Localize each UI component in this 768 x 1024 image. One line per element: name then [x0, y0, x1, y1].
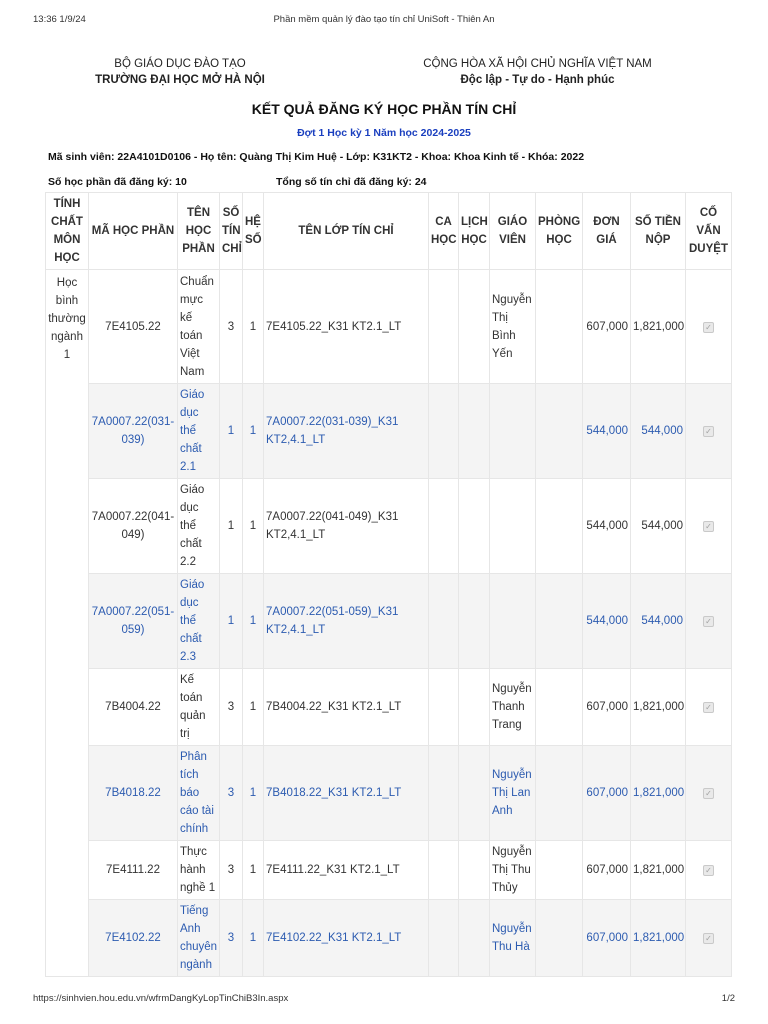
column-header: HỆ SỐ — [243, 193, 264, 270]
shift-cell — [429, 669, 459, 746]
shift-cell — [429, 746, 459, 841]
unit-price-cell: 607,000 — [583, 841, 631, 900]
unit-price-cell: 544,000 — [583, 574, 631, 669]
course-name-cell: Giáo dục thể chất 2.1 — [178, 384, 220, 479]
column-header: SỐ TÍN CHỈ — [220, 193, 243, 270]
table-row — [46, 384, 732, 479]
class-name-cell: 7E4102.22_K31 KT2.1_LT — [264, 900, 429, 977]
unit-price-cell: 607,000 — [583, 270, 631, 384]
teacher-name-cell: Nguyễn Thanh Trang — [490, 669, 536, 746]
credit-count-cell: 3 — [220, 900, 243, 977]
credit-count-cell: 1 — [220, 574, 243, 669]
university-name: TRƯỜNG ĐẠI HỌC MỞ HÀ NỘI — [95, 74, 265, 86]
course-code-cell: 7B4004.22 — [89, 669, 178, 746]
amount-paid-cell: 1,821,000 — [631, 746, 686, 841]
teacher-name-cell: Nguyễn Thị Thu Thủy — [490, 841, 536, 900]
table-body — [46, 270, 732, 977]
amount-paid-cell: 1,821,000 — [631, 841, 686, 900]
coefficient-cell: 1 — [243, 746, 264, 841]
registration-table — [45, 192, 732, 977]
amount-paid-cell: 1,821,000 — [631, 669, 686, 746]
credit-count-cell: 3 — [220, 669, 243, 746]
advisor-approval-cell — [686, 574, 732, 669]
column-header: MÃ HỌC PHẦN — [89, 193, 178, 270]
teacher-name-cell — [490, 384, 536, 479]
course-code-cell: 7B4018.22 — [89, 746, 178, 841]
approval-checkbox[interactable]: ✓ — [703, 426, 714, 437]
teacher-name-cell: Nguyễn Thị Lan Anh — [490, 746, 536, 841]
registered-course-count: Số học phần đã đăng ký: 10 — [48, 176, 187, 188]
table-row — [46, 270, 732, 384]
amount-paid-cell: 544,000 — [631, 479, 686, 574]
unit-price-cell: 544,000 — [583, 479, 631, 574]
column-header: TÍNH CHẤT MÔN HỌC — [46, 193, 89, 270]
shift-cell — [429, 841, 459, 900]
class-name-cell: 7A0007.22(031-039)_K31 KT2,4.1_LT — [264, 384, 429, 479]
document-title: KẾT QUẢ ĐĂNG KÝ HỌC PHẦN TÍN CHỈ — [251, 101, 517, 117]
shift-cell — [429, 574, 459, 669]
shift-cell — [429, 270, 459, 384]
registered-credit-total: Tổng số tín chỉ đã đăng ký: 24 — [276, 176, 427, 188]
room-cell — [536, 479, 583, 574]
schedule-cell — [459, 574, 490, 669]
course-name-cell: Giáo dục thể chất 2.2 — [178, 479, 220, 574]
approval-checkbox[interactable]: ✓ — [703, 616, 714, 627]
coefficient-cell: 1 — [243, 270, 264, 384]
unit-price-cell: 607,000 — [583, 746, 631, 841]
coefficient-cell: 1 — [243, 900, 264, 977]
header-row — [46, 193, 732, 270]
class-name-cell: 7B4004.22_K31 KT2.1_LT — [264, 669, 429, 746]
ministry-name: BỘ GIÁO DỤC ĐÀO TẠO — [114, 58, 246, 70]
page-url: https://sinhvien.hou.edu.vn/wfrmDangKyLopTinChiB3In.aspx — [33, 993, 289, 1004]
amount-paid-cell: 1,821,000 — [631, 270, 686, 384]
course-code-cell: 7A0007.22(031-039) — [89, 384, 178, 479]
course-name-cell: Phân tích báo cáo tài chính — [178, 746, 220, 841]
coefficient-cell: 1 — [243, 479, 264, 574]
table-row — [46, 479, 732, 574]
approval-checkbox[interactable]: ✓ — [703, 933, 714, 944]
schedule-cell — [459, 384, 490, 479]
class-name-cell: 7A0007.22(041-049)_K31 KT2,4.1_LT — [264, 479, 429, 574]
unit-price-cell: 607,000 — [583, 669, 631, 746]
approval-checkbox[interactable]: ✓ — [703, 322, 714, 333]
coefficient-cell: 1 — [243, 669, 264, 746]
teacher-name-cell — [490, 574, 536, 669]
room-cell — [536, 384, 583, 479]
course-name-cell: Chuẩn mực kế toán Việt Nam — [178, 270, 220, 384]
room-cell — [536, 900, 583, 977]
approval-checkbox[interactable]: ✓ — [703, 521, 714, 532]
unit-price-cell: 544,000 — [583, 384, 631, 479]
advisor-approval-cell — [686, 669, 732, 746]
course-name-cell: Tiếng Anh chuyên ngành — [178, 900, 220, 977]
amount-paid-cell: 1,821,000 — [631, 900, 686, 977]
national-motto: Độc lập - Tự do - Hạnh phúc — [460, 74, 615, 86]
print-header — [33, 14, 735, 28]
schedule-cell — [459, 841, 490, 900]
credit-count-cell: 1 — [220, 384, 243, 479]
print-footer — [33, 993, 735, 1004]
table-row — [46, 841, 732, 900]
course-code-cell: 7E4102.22 — [89, 900, 178, 977]
semester-subtitle: Đợt 1 Học kỳ 1 Năm học 2024-2025 — [297, 127, 471, 139]
schedule-cell — [459, 900, 490, 977]
course-name-cell: Giáo dục thể chất 2.3 — [178, 574, 220, 669]
advisor-approval-cell — [686, 479, 732, 574]
column-header: GIÁO VIÊN — [490, 193, 536, 270]
schedule-cell — [459, 479, 490, 574]
advisor-approval-cell — [686, 746, 732, 841]
table-row — [46, 900, 732, 977]
course-code-cell: 7E4111.22 — [89, 841, 178, 900]
class-name-cell: 7E4105.22_K31 KT2.1_LT — [264, 270, 429, 384]
coefficient-cell: 1 — [243, 384, 264, 479]
amount-paid-cell: 544,000 — [631, 574, 686, 669]
approval-checkbox[interactable]: ✓ — [703, 702, 714, 713]
schedule-cell — [459, 669, 490, 746]
course-type-cell: Học bình thường ngành 1 — [46, 270, 89, 977]
advisor-approval-cell — [686, 841, 732, 900]
room-cell — [536, 270, 583, 384]
course-code-cell: 7E4105.22 — [89, 270, 178, 384]
column-header: SỐ TIỀN NỘP — [631, 193, 686, 270]
schedule-cell — [459, 270, 490, 384]
table-row — [46, 746, 732, 841]
approval-checkbox[interactable]: ✓ — [703, 788, 714, 799]
coefficient-cell: 1 — [243, 574, 264, 669]
teacher-name-cell: Nguyễn Thị Bình Yến — [490, 270, 536, 384]
column-header: ĐƠN GIÁ — [583, 193, 631, 270]
student-info: Mã sinh viên: 22A4101D0106 - Họ tên: Quàng Thị Kim Huệ - Lớp: K31KT2 - Khoa: Khoa Kinh tế - Khóa: 2022 — [48, 151, 585, 163]
print-page-title: Phần mềm quản lý đào tạo tín chỉ UniSoft - Thiên An — [273, 14, 495, 25]
coefficient-cell: 1 — [243, 841, 264, 900]
schedule-cell — [459, 746, 490, 841]
column-header: CỐ VẤN DUYỆT — [686, 193, 732, 270]
room-cell — [536, 746, 583, 841]
credit-count-cell: 3 — [220, 270, 243, 384]
shift-cell — [429, 900, 459, 977]
room-cell — [536, 669, 583, 746]
approval-checkbox[interactable]: ✓ — [703, 865, 714, 876]
unit-price-cell: 607,000 — [583, 900, 631, 977]
nation-name: CỘNG HÒA XÃ HỘI CHỦ NGHĨA VIỆT NAM — [423, 58, 652, 70]
credit-count-cell: 1 — [220, 479, 243, 574]
column-header: LỊCH HỌC — [459, 193, 490, 270]
course-code-cell: 7A0007.22(041-049) — [89, 479, 178, 574]
table-header — [46, 193, 732, 270]
column-header: PHÒNG HỌC — [536, 193, 583, 270]
course-name-cell: Thực hành nghề 1 — [178, 841, 220, 900]
advisor-approval-cell — [686, 384, 732, 479]
table-row — [46, 669, 732, 746]
advisor-approval-cell — [686, 270, 732, 384]
amount-paid-cell: 544,000 — [631, 384, 686, 479]
page-number: 1/2 — [721, 993, 735, 1004]
print-timestamp: 13:36 1/9/24 — [33, 14, 86, 25]
column-header: CA HỌC — [429, 193, 459, 270]
column-header: TÊN LỚP TÍN CHỈ — [264, 193, 429, 270]
room-cell — [536, 841, 583, 900]
credit-count-cell: 3 — [220, 841, 243, 900]
table-row — [46, 574, 732, 669]
column-header: TÊN HỌC PHẦN — [178, 193, 220, 270]
credit-count-cell: 3 — [220, 746, 243, 841]
advisor-approval-cell — [686, 900, 732, 977]
course-name-cell: Kế toán quản trị — [178, 669, 220, 746]
class-name-cell: 7E4111.22_K31 KT2.1_LT — [264, 841, 429, 900]
course-code-cell: 7A0007.22(051-059) — [89, 574, 178, 669]
shift-cell — [429, 384, 459, 479]
national-motto-block — [395, 56, 680, 88]
class-name-cell: 7B4018.22_K31 KT2.1_LT — [264, 746, 429, 841]
teacher-name-cell: Nguyễn Thu Hà — [490, 900, 536, 977]
room-cell — [536, 574, 583, 669]
shift-cell — [429, 479, 459, 574]
organization-block — [80, 56, 280, 88]
teacher-name-cell — [490, 479, 536, 574]
class-name-cell: 7A0007.22(051-059)_K31 KT2,4.1_LT — [264, 574, 429, 669]
